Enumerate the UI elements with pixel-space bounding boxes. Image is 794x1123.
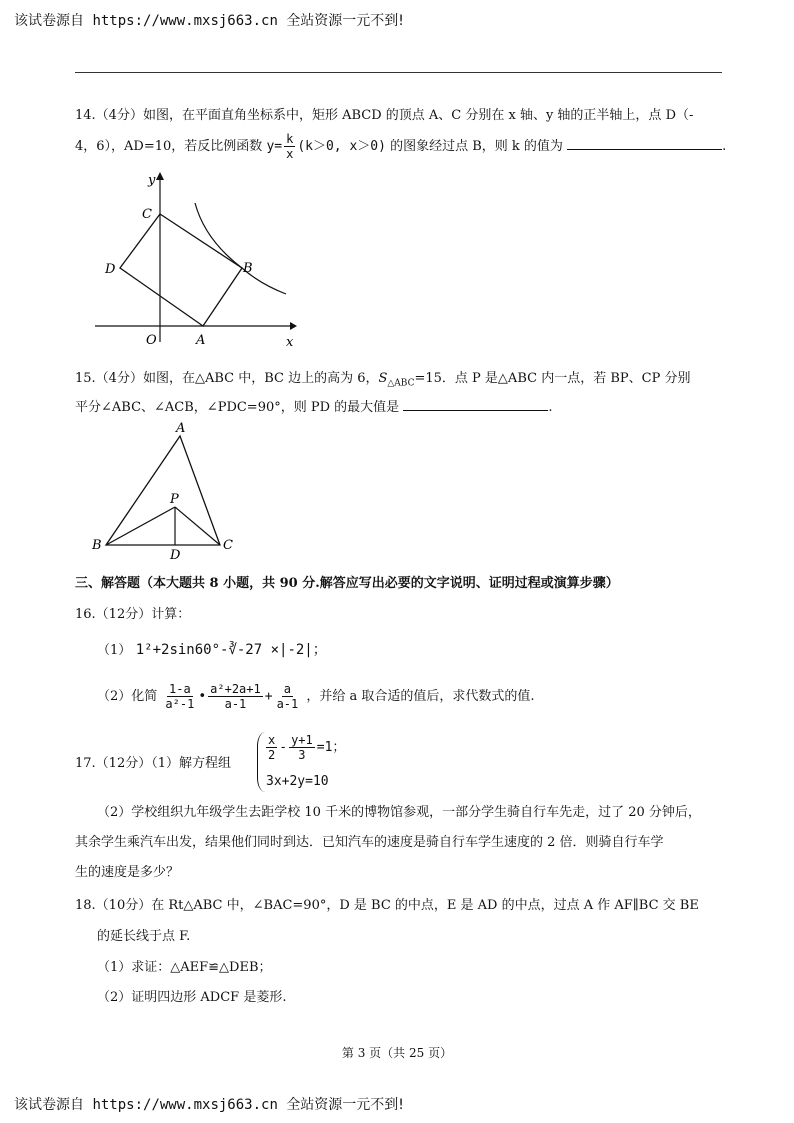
q14-line1: 14.（4分）如图，在平面直角坐标系中，矩形 ABCD 的顶点 A、C 分别在 x 轴、y 轴的正半轴上，点 D（-	[75, 108, 694, 123]
page-header	[14, 10, 404, 30]
q17-part2-line2: 其余学生乘汽车出发，结果他们同时到达．已知汽车的速度是骑自行车学生速度的 2 倍．则骑自行车学	[75, 835, 664, 850]
q17-eq1-rhs: =1	[316, 740, 333, 755]
page-number: 第 3 页（共 25 页）	[341, 1046, 453, 1060]
fig15-label-a: A	[176, 421, 186, 436]
q18-line1: 18.（10分）在 Rt△ABC 中，∠BAC=90°，D 是 BC 的中点，E 是 AD 的中点，过点 A 作 AF∥BC 交 BE	[75, 898, 699, 913]
q18-line2: 的延长线于点 F.	[97, 929, 191, 944]
q17-eq1-frac2	[289, 733, 315, 762]
q16-frac1-num: 1-a	[169, 682, 191, 696]
q17-eq1-frac1-den: 2	[268, 748, 276, 762]
q15-line1	[75, 367, 690, 389]
q16-part2	[97, 682, 535, 712]
q16-frac2-den: a-1	[224, 697, 247, 711]
fig14-label-a: A	[196, 333, 206, 348]
q17-eq1-frac2-num: y+1	[291, 733, 313, 747]
fig15-triangle	[106, 436, 220, 545]
header-prefix: 该试卷源自	[14, 13, 84, 29]
fig14-label-b: B	[243, 261, 253, 276]
q14-func-y: y=	[266, 139, 283, 154]
fig14-label-c: C	[142, 207, 152, 222]
q16-part1	[97, 639, 327, 659]
fig14-y-arrow	[156, 172, 164, 180]
q16-frac3-den: a-1	[276, 697, 299, 711]
fig14-hyperbola	[195, 203, 286, 294]
q14-line2	[75, 132, 726, 161]
section3-heading: 三、解答题（本大题共 8 小题，共 90 分.解答应写出必要的文字说明、证明过程或演算步骤）	[75, 576, 619, 591]
q14-line2-text: 4，6），AD=10，若反比例函数	[75, 139, 263, 154]
q16-title: 16.（12分）计算：	[75, 607, 191, 622]
q15-line2	[75, 396, 552, 415]
q17-eq2: 3x+2y=10	[266, 774, 329, 789]
q16-frac1-den: a²-1	[165, 697, 195, 711]
q17-eq1-frac1	[266, 733, 277, 762]
q15-s-sub: △ABC	[387, 378, 415, 389]
fig14-label-x: x	[286, 335, 294, 350]
q14-func-frac	[284, 132, 295, 161]
q16-plus: +	[264, 689, 273, 704]
q14-func-cond: (k＞0, x＞0)	[297, 139, 386, 154]
fig14-x-arrow	[290, 322, 297, 330]
q14-func-den: x	[286, 147, 294, 161]
q17-eq1	[264, 733, 345, 762]
fig15-label-c: C	[223, 538, 233, 553]
fig14-rectangle	[120, 214, 242, 326]
q15-line1-tail: =15．点 P 是△ABC 内一点，若 BP、CP 分别	[414, 371, 691, 386]
footer-prefix: 该试卷源自	[14, 1097, 84, 1113]
fig15-label-p: P	[170, 492, 179, 507]
header-rule	[75, 72, 722, 73]
q17-label: 17.（12分）（1）解方程组	[75, 756, 231, 771]
q17-eq1-minus: -	[279, 740, 288, 755]
q16-part2-label: （2）化简	[97, 689, 158, 704]
footer-url[interactable]: https://www.mxsj663.cn	[92, 1097, 278, 1113]
fig15-label-d: D	[170, 548, 181, 560]
q16-frac2	[208, 682, 263, 711]
q14-func-num: k	[286, 132, 294, 146]
fig14-diagram	[90, 170, 300, 350]
fig14-label-y: y	[148, 173, 156, 188]
q16-part1-expr: 1²+2sin60°-∛-27 ×|-2|；	[135, 642, 327, 658]
q15-line2-text: 平分∠ABC、∠ACB，∠PDC=90°，则 PD 的最大值是	[75, 400, 400, 415]
page-footer-source	[14, 1094, 404, 1114]
fig15-diagram	[88, 418, 248, 560]
fig14-label-d: D	[105, 262, 116, 277]
q16-part2-tail: ，并给 a 取合适的值后，求代数式的值.	[306, 689, 535, 704]
q17-eq1-frac1-num: x	[268, 733, 276, 747]
q18-part1: （1）求证：△AEF≌△DEB；	[97, 960, 272, 975]
q16-frac2-num: a²+2a+1	[210, 682, 261, 696]
fig15-bp	[106, 507, 175, 545]
q15-answer-blank[interactable]	[403, 398, 548, 411]
q15-s-label: S	[378, 371, 388, 386]
q17-eq1-end: ；	[332, 740, 346, 755]
fig15-label-b: B	[92, 538, 102, 553]
q15-line1-text: 15.（4分）如图，在△ABC 中，BC 边上的高为 6，	[75, 371, 379, 386]
header-suffix: 全站资源一元不到!	[286, 13, 404, 29]
q14-answer-blank[interactable]	[567, 137, 722, 150]
q14-line2-tail: 的图象经过点 B，则 k 的值为	[390, 139, 563, 154]
q17-part2-line3: 生的速度是多少？	[75, 865, 180, 880]
header-url[interactable]: https://www.mxsj663.cn	[92, 13, 278, 29]
q14-end: .	[722, 139, 727, 154]
q16-mul: •	[198, 689, 207, 704]
q16-frac3-num: a	[283, 682, 292, 696]
q17-eq1-frac2-den: 3	[298, 748, 306, 762]
q15-end: .	[548, 400, 553, 415]
q16-frac1	[163, 682, 196, 711]
footer-suffix: 全站资源一元不到!	[286, 1097, 404, 1113]
q16-part1-label: （1）	[97, 643, 132, 658]
fig14-label-o: O	[146, 333, 157, 348]
q17-part2-line1: （2）学校组织九年级学生去距学校 10 千米的博物馆参观，一部分学生骑自行车先走，过了 20 分钟后，	[97, 805, 701, 820]
q18-part2: （2）证明四边形 ADCF 是菱形.	[97, 990, 287, 1005]
q16-frac3	[275, 682, 301, 711]
